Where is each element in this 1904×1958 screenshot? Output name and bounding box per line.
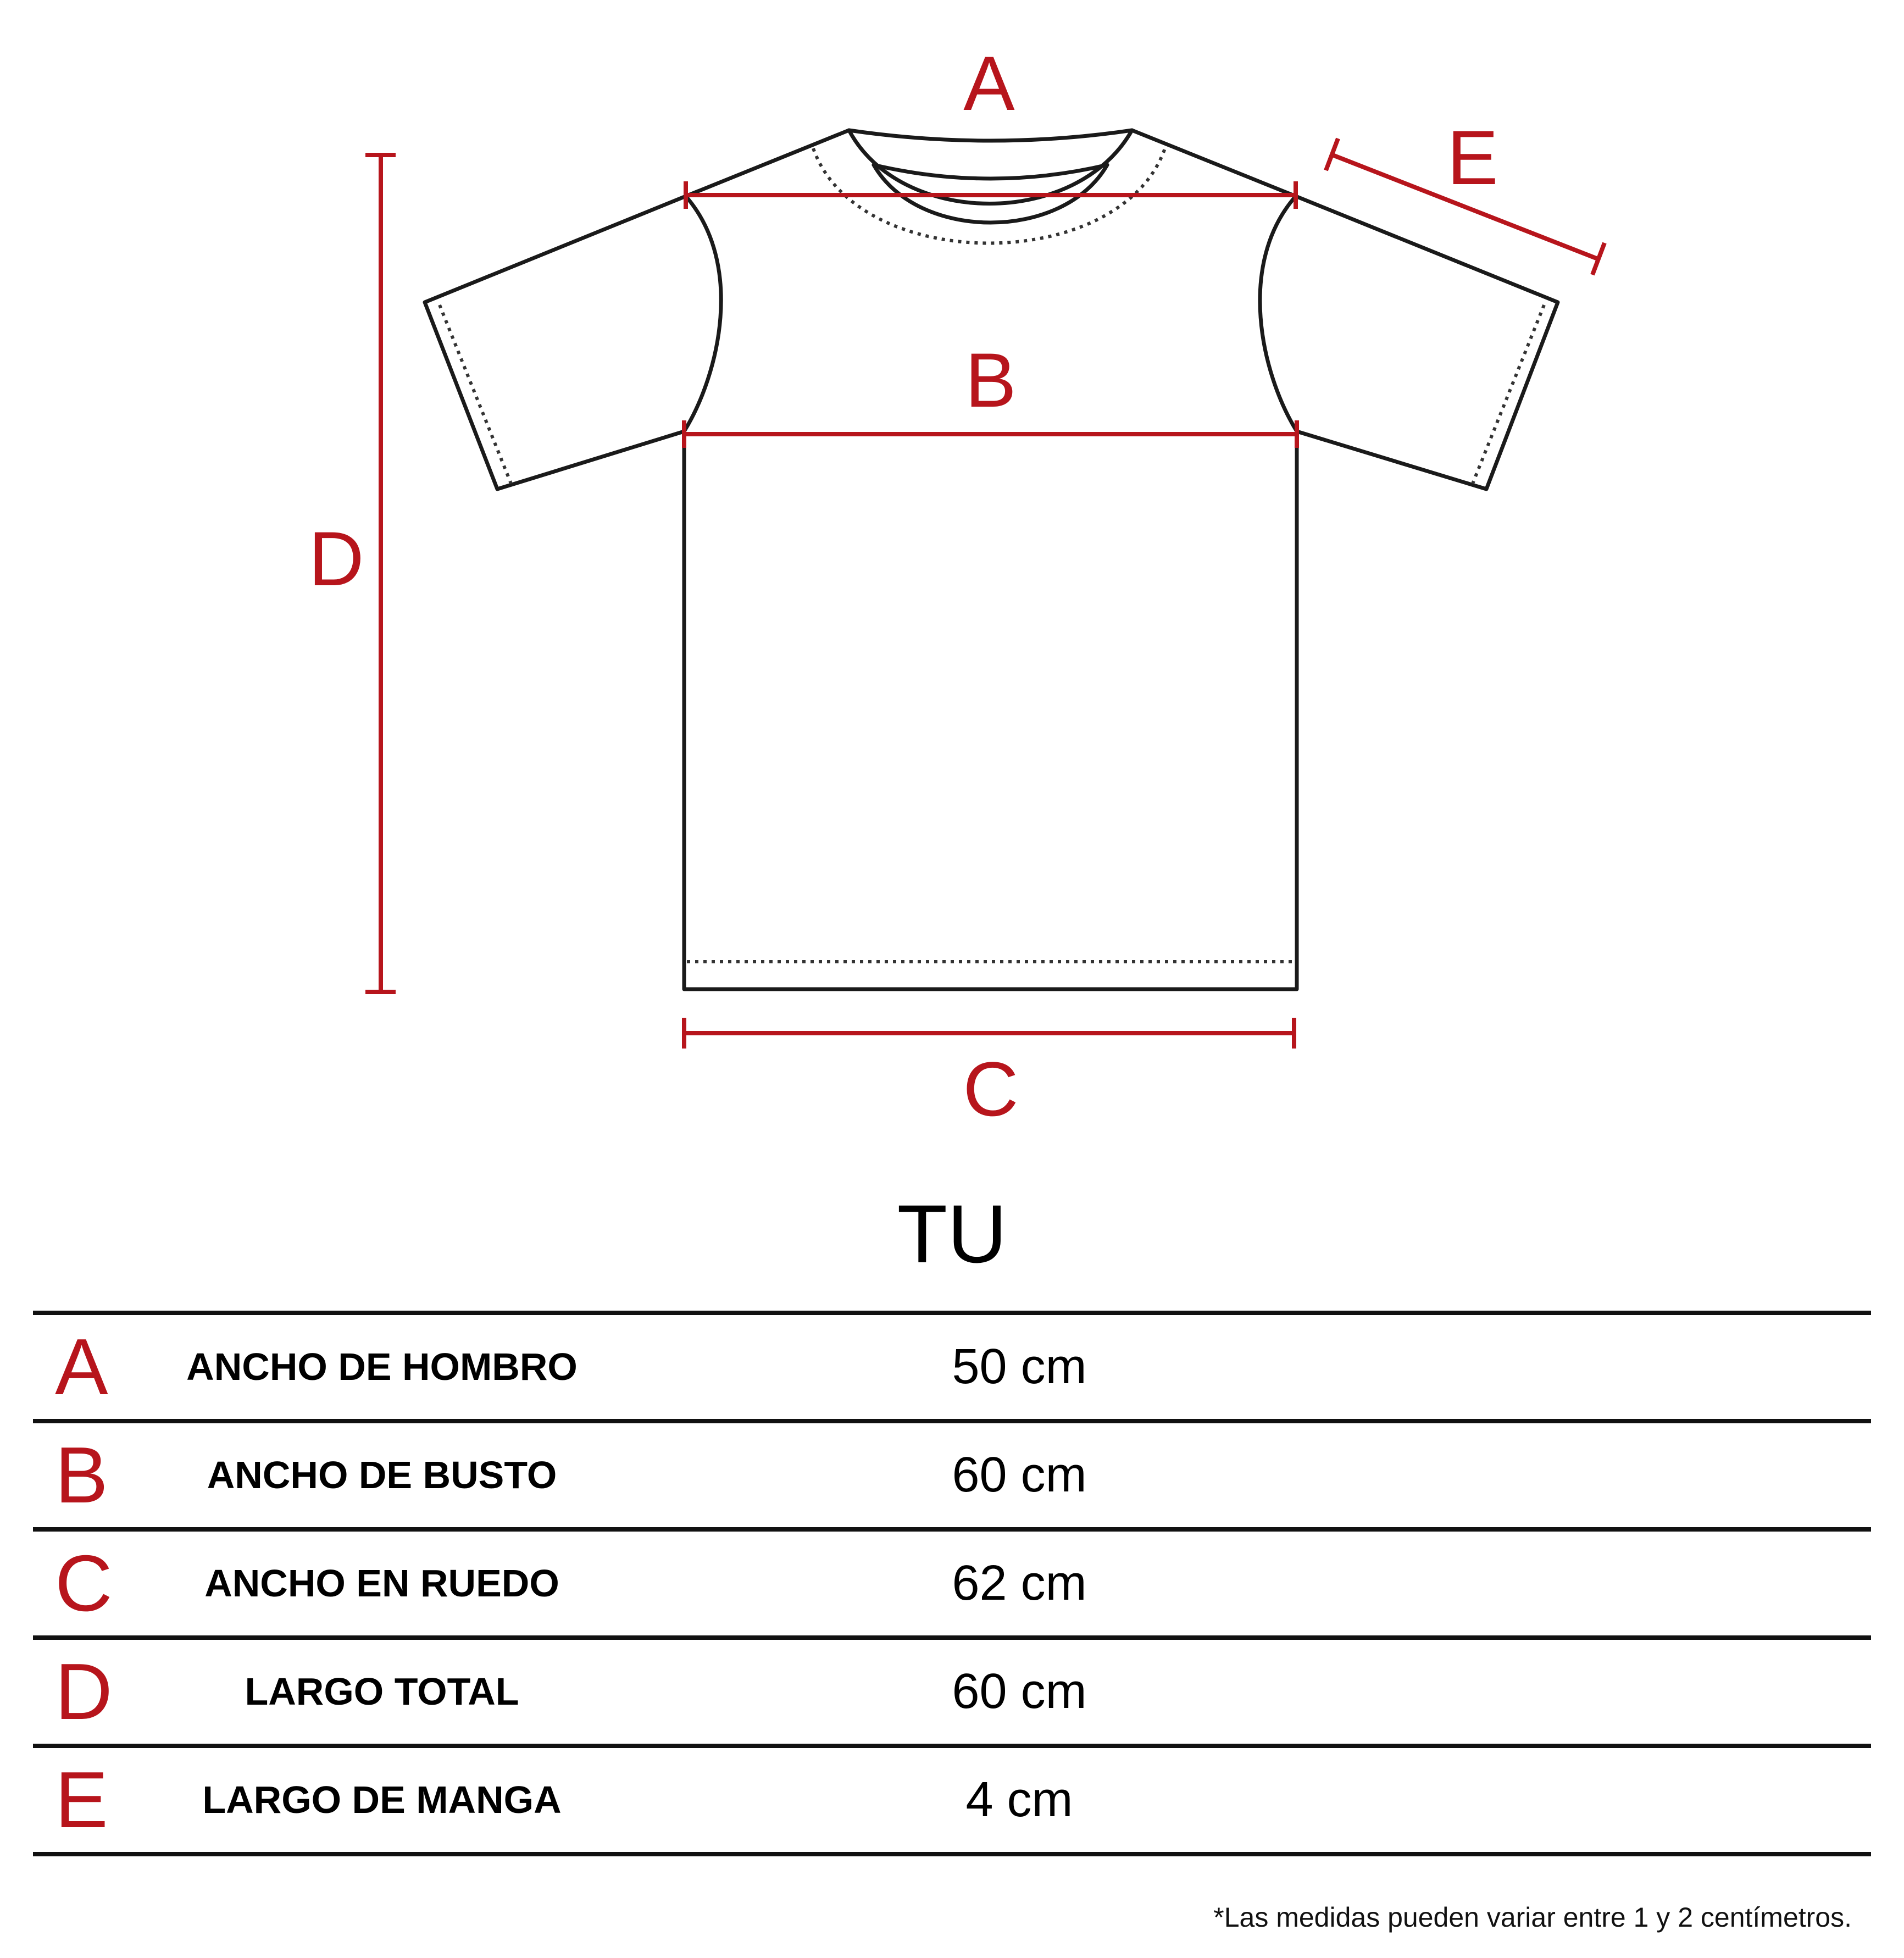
row-label: LARGO TOTAL <box>245 1670 519 1713</box>
row-letter: A <box>55 1322 108 1411</box>
row-letter: B <box>55 1430 108 1519</box>
dimension-e-letter: E <box>1447 114 1498 201</box>
row-label: LARGO DE MANGA <box>202 1778 562 1821</box>
dimension-d <box>308 155 396 992</box>
dimension-a-letter: A <box>963 40 1015 126</box>
dimension-c-letter: C <box>963 1046 1019 1132</box>
table-row <box>33 1748 1871 1856</box>
row-value: 60 cm <box>952 1664 1087 1719</box>
table-row <box>33 1315 1871 1423</box>
table-row <box>33 1532 1871 1640</box>
row-label: ANCHO EN RUEDO <box>204 1562 559 1605</box>
footnote: *Las medidas pueden variar entre 1 y 2 centímetros. <box>1213 1902 1852 1933</box>
size-title: TU <box>897 1188 1007 1280</box>
table-row <box>33 1640 1871 1748</box>
row-value: 4 cm <box>965 1772 1073 1827</box>
row-letter: D <box>55 1647 113 1736</box>
row-letter: E <box>55 1755 108 1844</box>
row-value: 50 cm <box>952 1339 1087 1394</box>
measurement-table <box>33 1311 1871 1856</box>
tshirt-outline <box>425 130 1558 989</box>
row-value: 60 cm <box>952 1447 1087 1502</box>
dimension-a <box>686 40 1296 209</box>
dimension-b <box>684 337 1297 448</box>
row-value: 62 cm <box>952 1556 1087 1611</box>
dimension-c <box>684 1018 1294 1132</box>
table-row <box>33 1423 1871 1532</box>
row-label: ANCHO DE BUSTO <box>207 1454 557 1496</box>
dimension-d-letter: D <box>308 515 364 602</box>
row-label: ANCHO DE HOMBRO <box>186 1345 578 1388</box>
dimension-e <box>1326 114 1605 275</box>
dimension-b-letter: B <box>965 337 1017 423</box>
row-letter: C <box>55 1539 113 1628</box>
